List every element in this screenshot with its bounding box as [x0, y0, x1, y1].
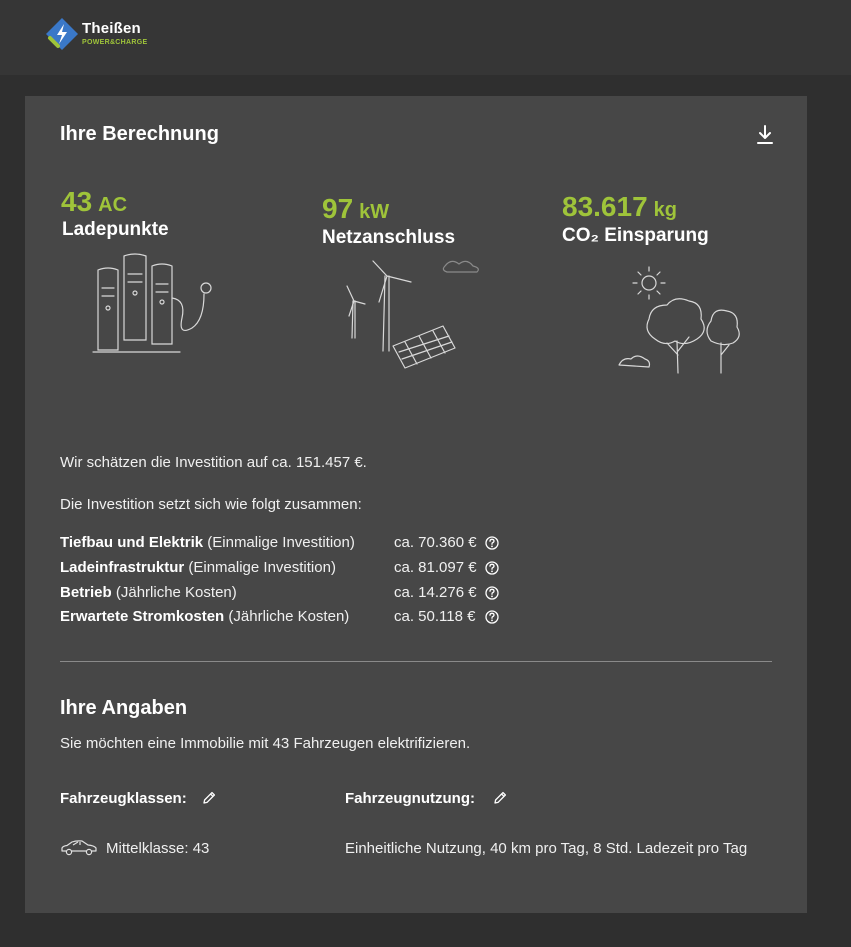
- edit-vehicle-classes-pencil-icon[interactable]: [201, 790, 217, 806]
- cost-name: Erwartete Stromkosten: [60, 608, 225, 625]
- help-icon[interactable]: [485, 536, 499, 550]
- help-icon[interactable]: [485, 586, 499, 600]
- cost-value: ca. 70.360 €: [394, 534, 477, 551]
- vehicle-usage-label: Fahrzeugnutzung:: [345, 790, 475, 807]
- calculation-title: Ihre Berechnung: [60, 123, 219, 145]
- vehicle-classes-label: Fahrzeugklassen:: [60, 790, 187, 807]
- cost-note: (Jährliche Kosten): [115, 584, 237, 601]
- top-bar: [0, 0, 851, 75]
- breakdown-intro-text: Die Investition setzt sich wie folgt zusammen:: [60, 496, 362, 513]
- cost-row: [60, 534, 520, 556]
- cost-row: [60, 559, 520, 581]
- cost-name: Ladeinfrastruktur: [60, 559, 185, 576]
- stat-charging-points-label: Ladepunkte: [62, 219, 169, 240]
- calculation-card: [25, 96, 807, 913]
- cost-name: Tiefbau und Elektrik: [60, 534, 204, 551]
- stat-grid-connection-value: 97 kW: [322, 193, 390, 224]
- cost-note: (Einmalige Investition): [207, 534, 355, 551]
- cost-name: Betrieb: [60, 584, 112, 601]
- trees-sun-illustration-icon: [615, 261, 755, 379]
- brand-logo[interactable]: [44, 16, 164, 52]
- stat-charging-points-value: 43 AC: [61, 186, 128, 217]
- stat-co2-savings-value: 83.617 kg: [562, 191, 677, 222]
- inputs-title: Ihre Angaben: [60, 697, 188, 719]
- wind-solar-illustration-icon: [333, 256, 483, 371]
- brand-name: Theißen: [82, 20, 141, 37]
- brand-tagline: POWER&CHARGE: [82, 39, 148, 46]
- charging-station-illustration-icon: [90, 248, 220, 358]
- stat-grid-connection-label: Netzanschluss: [322, 227, 456, 248]
- cost-note: (Einmalige Investition): [188, 559, 336, 576]
- vehicle-class-value: Mittelklasse: 43: [106, 840, 210, 857]
- stat-co2-savings-label: CO₂ Einsparung: [562, 225, 709, 246]
- cost-value: ca. 50.118 €: [394, 608, 476, 625]
- lightning-logo-icon: [44, 16, 80, 52]
- vehicle-usage-value: Einheitliche Nutzung, 40 km pro Tag, 8 Std. Ladezeit pro Tag: [345, 840, 748, 857]
- investment-estimate-text: Wir schätzen die Investition auf ca. 151.457 €.: [60, 454, 367, 471]
- edit-vehicle-usage-pencil-icon[interactable]: [492, 790, 508, 806]
- help-icon[interactable]: [485, 561, 499, 575]
- cost-value: ca. 81.097 €: [394, 559, 477, 576]
- cost-row: [60, 608, 520, 630]
- download-icon[interactable]: [754, 123, 776, 147]
- help-icon[interactable]: [485, 610, 499, 624]
- inputs-summary-text: Sie möchten eine Immobilie mit 43 Fahrzeugen elektrifizieren.: [60, 735, 471, 752]
- car-icon: [60, 839, 98, 857]
- cost-row: [60, 584, 520, 606]
- cost-value: ca. 14.276 €: [394, 584, 477, 601]
- cost-note: (Jährliche Kosten): [228, 608, 350, 625]
- section-divider: [60, 661, 772, 662]
